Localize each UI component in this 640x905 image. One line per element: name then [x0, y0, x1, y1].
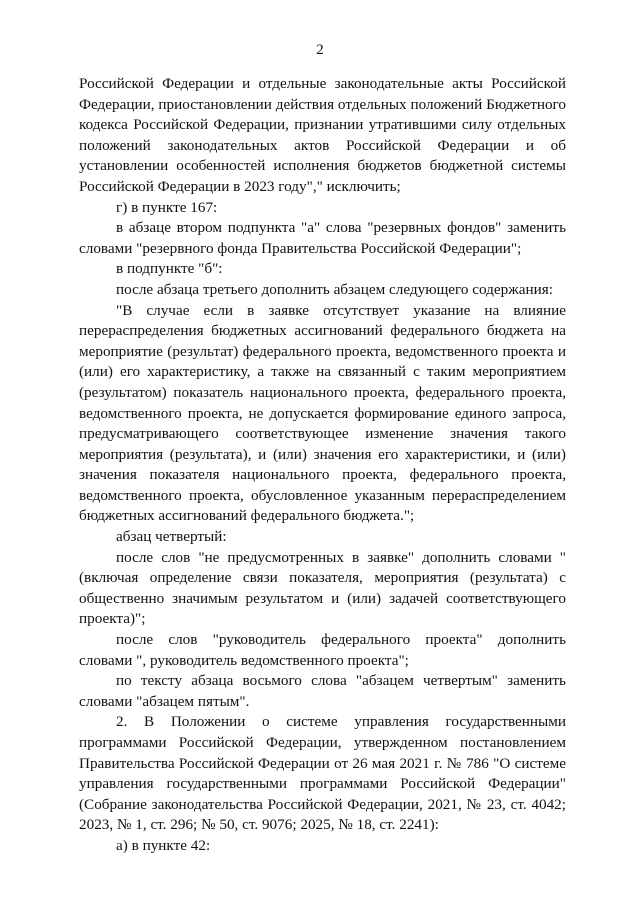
paragraph-subitem-b: в подпункте "б":	[116, 260, 223, 278]
paragraph-point-2: 2. В Положении о системе управления государственными программами Российской Федерации, утвержденном постановлением Правительства Российской Федерации от 26 мая 2021 г. № 786 "О системе управления государственными программами Российской Федерации" (Собрание законодательства Российской Федерации, 2021, № 23, ст. 4042; 2023, № 1, ст. 296; № 50, ст. 9076; 2025, № 18, ст. 2241):	[79, 713, 566, 834]
paragraph-fourth-abzac: абзац четвертый:	[116, 528, 227, 546]
document-body	[79, 74, 566, 857]
paragraph-subitem-a-amendment: в абзаце втором подпункта "а" слова "резервных фондов" заменить словами "резервного фонда Правительства Российской Федерации";	[79, 219, 566, 257]
paragraph-eighth-abzac: по тексту абзаца восьмого слова "абзацем четвертым" заменить словами "абзацем пятым".	[79, 672, 566, 710]
page-number: 2	[316, 42, 324, 58]
paragraph-new-text-quote: "В случае если в заявке отсутствует указание на влияние перераспределения бюджетных ассигнований федерального бюджета на мероприятие (результат) федерального проекта, ведомственного проекта и (или) его характеристику, а также на связанный с таким мероприятием (результатом) показатель национального проекта, федерального проекта, ведомственного проекта, не допускается формирование единого запроса, предусматривающего соответствующее изменение значения такого мероприятия (результата), и (или) значения его характеристики, и (или) значения показателя национального проекта, федерального проекта, ведомственного проекта, обусловленное указанным перераспределением бюджетных ассигнований федерального бюджета.";	[79, 301, 566, 525]
paragraph-item-g: г) в пункте 167:	[116, 198, 218, 216]
paragraph-item-a-point-42: а) в пункте 42:	[116, 836, 211, 854]
paragraph-continuation: Российской Федерации и отдельные законодательные акты Российской Федерации, приостановлении действия отдельных положений Бюджетного кодекса Российской Федерации, признании утратившими силу отдельных положений законодательных актов Российской Федерации и об установлении особенностей исполнения бюджетов бюджетной системы Российской Федерации в 2023 году"," исключить;	[79, 75, 566, 195]
paragraph-after-words-project-head: после слов "руководитель федерального проекта" дополнить словами ", руководитель ведомственного проекта";	[79, 631, 566, 669]
paragraph-after-words-not-provided: после слов "не предусмотренных в заявке" дополнить словами "(включая определение связи показателя, мероприятия (результата) с общественно значимым результатом и (или) задачей соответствующего проекта)";	[79, 548, 566, 628]
paragraph-add-after-third: после абзаца третьего дополнить абзацем следующего содержания:	[116, 280, 553, 298]
